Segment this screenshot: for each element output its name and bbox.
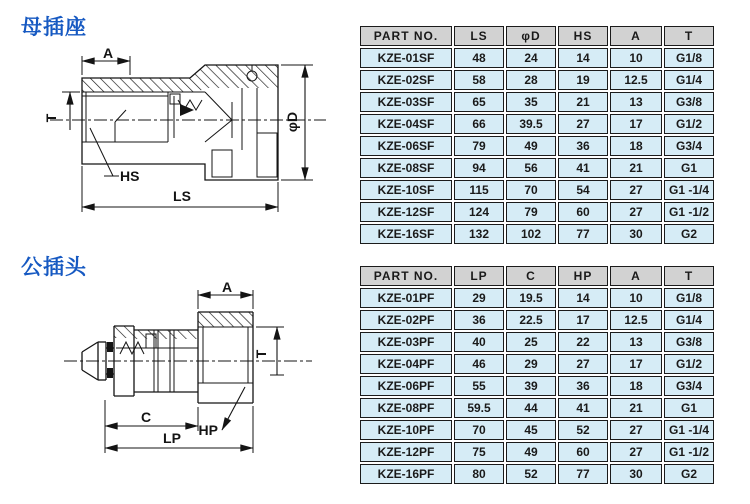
value-cell: 21 — [558, 92, 608, 112]
column-header: φD — [506, 26, 556, 46]
value-cell: 60 — [558, 442, 608, 462]
table-row — [360, 48, 714, 68]
value-cell: 44 — [506, 398, 556, 418]
socket-dim-d-label: φD — [284, 111, 300, 133]
value-cell: 21 — [610, 398, 662, 418]
part-no-cell: KZE-04PF — [360, 354, 452, 374]
socket-dim-ls-label: LS — [173, 188, 191, 204]
column-header: HP — [558, 266, 608, 286]
value-cell: 28 — [506, 70, 556, 90]
value-cell: 13 — [610, 92, 662, 112]
plug-dim-c — [105, 400, 198, 453]
plug-dim-lp-label: LP — [163, 430, 181, 446]
table-row — [360, 202, 714, 222]
part-no-cell: KZE-06SF — [360, 136, 452, 156]
value-cell: G1/4 — [664, 310, 714, 330]
table-row — [360, 114, 714, 134]
value-cell: 115 — [454, 180, 504, 200]
value-cell: 132 — [454, 224, 504, 244]
socket-dim-d — [281, 65, 313, 180]
value-cell: 27 — [610, 180, 662, 200]
plug-table-header-row — [360, 266, 714, 286]
value-cell: 39.5 — [506, 114, 556, 134]
table-row — [360, 136, 714, 156]
value-cell: G1 -1/2 — [664, 442, 714, 462]
value-cell: 19 — [558, 70, 608, 90]
value-cell: 22.5 — [506, 310, 556, 330]
value-cell: 24 — [506, 48, 556, 68]
socket-hs-label: HS — [120, 168, 140, 184]
table-row — [360, 442, 714, 462]
socket-oring — [170, 94, 180, 104]
value-cell: 79 — [506, 202, 556, 222]
table-row — [360, 464, 714, 484]
value-cell: G1/8 — [664, 288, 714, 308]
value-cell: 48 — [454, 48, 504, 68]
male-plug-drawing — [20, 282, 342, 464]
value-cell: 19.5 — [506, 288, 556, 308]
part-no-cell: KZE-01SF — [360, 48, 452, 68]
table-row — [360, 180, 714, 200]
value-cell: 13 — [610, 332, 662, 352]
socket-dim-t-label: T — [43, 113, 59, 123]
value-cell: 29 — [506, 354, 556, 374]
part-no-cell: KZE-03PF — [360, 332, 452, 352]
value-cell: 14 — [558, 48, 608, 68]
value-cell: 49 — [506, 442, 556, 462]
column-header: T — [664, 266, 714, 286]
part-no-cell: KZE-01PF — [360, 288, 452, 308]
column-header: LP — [454, 266, 504, 286]
value-cell: 94 — [454, 158, 504, 178]
value-cell: 58 — [454, 70, 504, 90]
value-cell: 12.5 — [610, 70, 662, 90]
socket-knurl-right — [257, 133, 277, 177]
value-cell: G2 — [664, 464, 714, 484]
socket-dim-a — [82, 48, 130, 75]
table-row — [360, 224, 714, 244]
value-cell: 124 — [454, 202, 504, 222]
plug-dim-a — [198, 282, 253, 309]
table-row — [360, 398, 714, 418]
value-cell: G3/8 — [664, 92, 714, 112]
plug-seal-bottom — [107, 368, 113, 378]
value-cell: 17 — [610, 354, 662, 374]
value-cell: 25 — [506, 332, 556, 352]
column-header: A — [610, 26, 662, 46]
column-header: A — [610, 266, 662, 286]
value-cell: G1 -1/2 — [664, 202, 714, 222]
column-header: C — [506, 266, 556, 286]
plug-seal-top — [107, 342, 113, 352]
part-no-cell: KZE-06PF — [360, 376, 452, 396]
value-cell: 52 — [506, 464, 556, 484]
value-cell: 10 — [610, 48, 662, 68]
value-cell: G3/8 — [664, 332, 714, 352]
value-cell: 54 — [558, 180, 608, 200]
plug-dim-a-label: A — [221, 282, 233, 295]
value-cell: 45 — [506, 420, 556, 440]
part-no-cell: KZE-10SF — [360, 180, 452, 200]
table-row — [360, 92, 714, 112]
value-cell: 70 — [506, 180, 556, 200]
table-row — [360, 288, 714, 308]
value-cell: 65 — [454, 92, 504, 112]
value-cell: 21 — [610, 158, 662, 178]
value-cell: 41 — [558, 398, 608, 418]
value-cell: G1 — [664, 398, 714, 418]
value-cell: 10 — [610, 288, 662, 308]
value-cell: 39 — [506, 376, 556, 396]
value-cell: 77 — [558, 464, 608, 484]
column-header: T — [664, 26, 714, 46]
value-cell: 46 — [454, 354, 504, 374]
value-cell: 18 — [610, 376, 662, 396]
value-cell: 30 — [610, 464, 662, 484]
value-cell: 35 — [506, 92, 556, 112]
part-no-cell: KZE-12SF — [360, 202, 452, 222]
value-cell: 27 — [610, 442, 662, 462]
table-row — [360, 158, 714, 178]
part-no-cell: KZE-12PF — [360, 442, 452, 462]
value-cell: 17 — [610, 114, 662, 134]
value-cell: 17 — [558, 310, 608, 330]
plug-dim-t — [253, 327, 284, 375]
socket-spec-table — [358, 24, 716, 246]
plug-spec-table — [358, 264, 716, 486]
socket-table-header-row — [360, 26, 714, 46]
socket-knurl-left — [212, 150, 232, 177]
table-row — [360, 376, 714, 396]
value-cell: 12.5 — [610, 310, 662, 330]
value-cell: G1 -1/4 — [664, 420, 714, 440]
table-row — [360, 310, 714, 330]
value-cell: 52 — [558, 420, 608, 440]
value-cell: 75 — [454, 442, 504, 462]
value-cell: 27 — [610, 420, 662, 440]
plug-body-hatch — [134, 330, 198, 339]
value-cell: 41 — [558, 158, 608, 178]
socket-dim-t — [43, 92, 80, 130]
value-cell: 36 — [454, 310, 504, 330]
value-cell: 79 — [454, 136, 504, 156]
value-cell: G1 — [664, 158, 714, 178]
value-cell: 77 — [558, 224, 608, 244]
plug-section-title: 公插头 — [21, 256, 87, 279]
value-cell: 29 — [454, 288, 504, 308]
part-no-cell: KZE-08PF — [360, 398, 452, 418]
plug-hp-label: HP — [198, 422, 218, 438]
value-cell: 102 — [506, 224, 556, 244]
value-cell: G3/4 — [664, 136, 714, 156]
part-no-cell: KZE-10PF — [360, 420, 452, 440]
plug-dim-c-label: C — [140, 409, 152, 425]
value-cell: G1/4 — [664, 70, 714, 90]
plug-hp-leader — [199, 387, 245, 438]
part-no-cell: KZE-04SF — [360, 114, 452, 134]
part-no-cell: KZE-16SF — [360, 224, 452, 244]
value-cell: 27 — [558, 114, 608, 134]
part-no-cell: KZE-02SF — [360, 70, 452, 90]
table-row — [360, 354, 714, 374]
value-cell: G1/8 — [664, 48, 714, 68]
part-no-cell: KZE-02PF — [360, 310, 452, 330]
value-cell: 49 — [506, 136, 556, 156]
column-header: PART NO. — [360, 26, 452, 46]
plug-dim-t-label: T — [253, 349, 269, 359]
value-cell: 18 — [610, 136, 662, 156]
column-header: PART NO. — [360, 266, 452, 286]
value-cell: 36 — [558, 136, 608, 156]
column-header: LS — [454, 26, 504, 46]
plug-collar-hatch — [114, 326, 134, 338]
value-cell: 40 — [454, 332, 504, 352]
column-header: HS — [558, 26, 608, 46]
value-cell: 22 — [558, 332, 608, 352]
value-cell: G1/2 — [664, 354, 714, 374]
female-socket-drawing — [20, 48, 342, 224]
plug-hex-cap-hatch — [198, 312, 253, 327]
socket-section-title: 母插座 — [21, 16, 87, 39]
value-cell: G1 -1/4 — [664, 180, 714, 200]
value-cell: 59.5 — [454, 398, 504, 418]
part-no-cell: KZE-03SF — [360, 92, 452, 112]
table-row — [360, 420, 714, 440]
socket-dim-a-label: A — [102, 48, 114, 61]
part-no-cell: KZE-16PF — [360, 464, 452, 484]
value-cell: G2 — [664, 224, 714, 244]
table-row — [360, 332, 714, 352]
value-cell: G3/4 — [664, 376, 714, 396]
value-cell: G1/2 — [664, 114, 714, 134]
value-cell: 70 — [454, 420, 504, 440]
value-cell: 80 — [454, 464, 504, 484]
value-cell: 14 — [558, 288, 608, 308]
value-cell: 55 — [454, 376, 504, 396]
value-cell: 60 — [558, 202, 608, 222]
value-cell: 66 — [454, 114, 504, 134]
value-cell: 56 — [506, 158, 556, 178]
value-cell: 36 — [558, 376, 608, 396]
table-row — [360, 70, 714, 90]
value-cell: 27 — [558, 354, 608, 374]
value-cell: 30 — [610, 224, 662, 244]
part-no-cell: KZE-08SF — [360, 158, 452, 178]
value-cell: 27 — [610, 202, 662, 222]
